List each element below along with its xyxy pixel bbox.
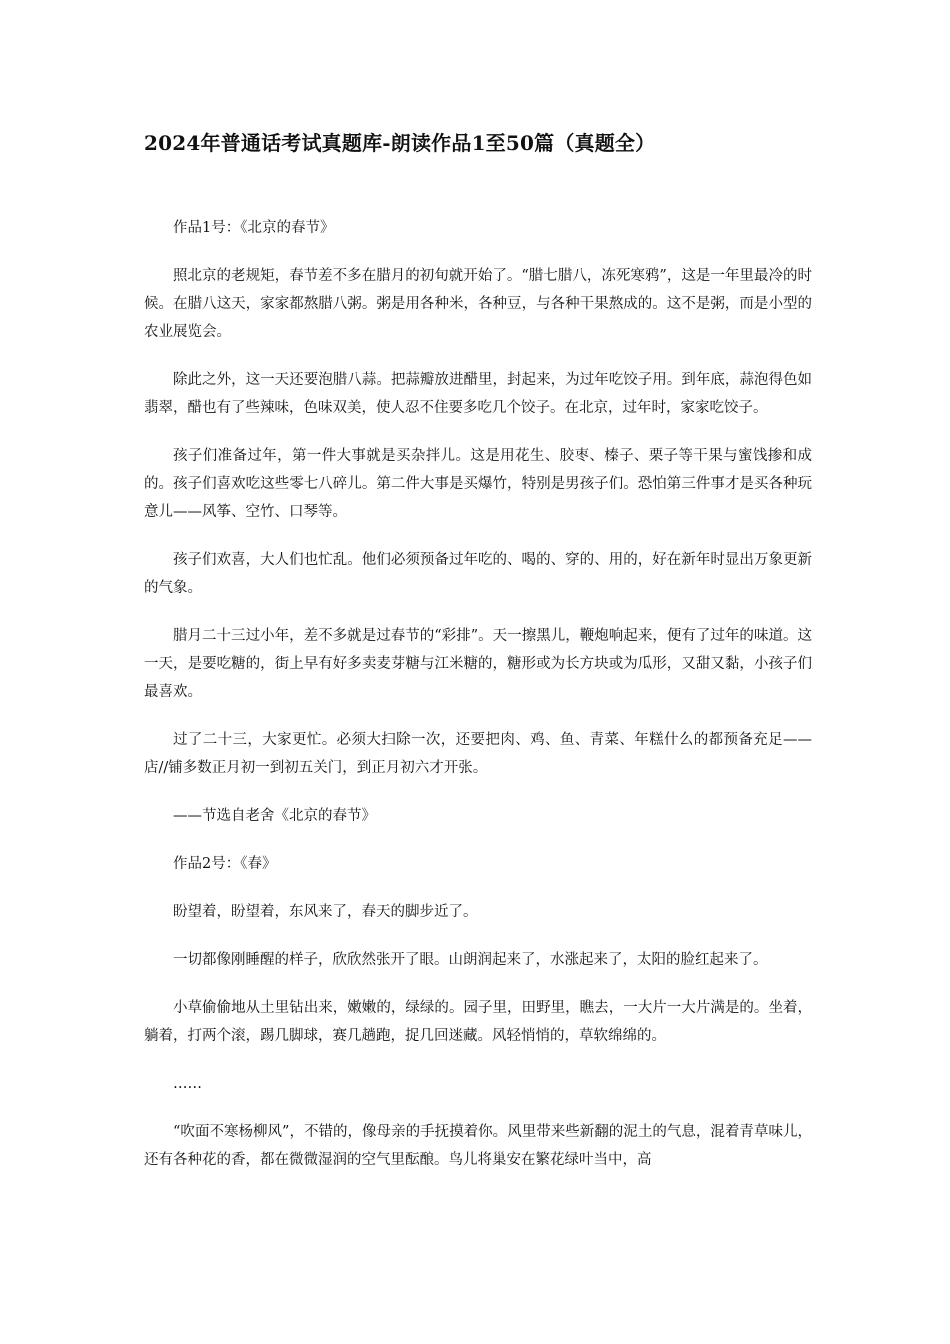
paragraph: 照北京的老规矩，春节差不多在腊月的初旬就开始了。“腊七腊八，冻死寒鸦”，这是一年里最冷的时候。在腊八这天，家家都熬腊八粥。粥是用各种米，各种豆，与各种干果熬成的。这不是粥，而是小型的农业展览会。	[144, 268, 812, 340]
work-heading: 作品2号：《春》	[173, 856, 277, 872]
source-note: ——节选自老舍《北京的春节》	[173, 808, 376, 824]
paragraph: 除此之外，这一天还要泡腊八蒜。把蒜瓣放进醋里，封起来，为过年吃饺子用。到年底，蒜泡得色如翡翠，醋也有了些辣味，色味双美，使人忍不住要多吃几个饺子。在北京，过年时，家家吃饺子。	[144, 372, 812, 416]
paragraph: 小草偷偷地从土里钻出来，嫩嫩的，绿绿的。园子里，田野里，瞧去，一大片一大片满是的。坐着，躺着，打两个滚，踢几脚球，赛几趟跑，捉几回迷藏。风轻悄悄的，草软绵绵的。	[144, 1000, 812, 1044]
document-title: 2024年普通话考试真题库-朗读作品1至50篇（真题全）	[144, 131, 656, 155]
work-heading: 作品1号：《北京的春节》	[173, 220, 335, 236]
paragraph: “吹面不寒杨柳风”，不错的，像母亲的手抚摸着你。风里带来些新翻的泥土的气息，混着青草味儿，还有各种花的香，都在微微湿润的空气里酝酿。鸟儿将巢安在繁花绿叶当中，高	[144, 1124, 812, 1168]
paragraph: 过了二十三，大家更忙。必须大扫除一次，还要把肉、鸡、鱼、青菜、年糕什么的都预备充足——店//铺多数正月初一到初五关门，到正月初六才开张。	[144, 732, 812, 776]
paragraph: 盼望着，盼望着，东风来了，春天的脚步近了。	[173, 904, 478, 920]
ellipsis-break: ……	[173, 1076, 202, 1092]
paragraph: 一切都像刚睡醒的样子，欣欣然张开了眼。山朗润起来了，水涨起来了，太阳的脸红起来了。	[173, 952, 768, 968]
paragraph: 孩子们准备过年，第一件大事就是买杂拌儿。这是用花生、胶枣、榛子、栗子等干果与蜜饯掺和成的。孩子们喜欢吃这些零七八碎儿。第二件大事是买爆竹，特别是男孩子们。恐怕第三件事才是买各种玩意儿——风筝、空竹、口琴等。	[144, 448, 812, 520]
paragraph: 孩子们欢喜，大人们也忙乱。他们必须预备过年吃的、喝的、穿的、用的，好在新年时显出万象更新的气象。	[144, 552, 812, 596]
paragraph: 腊月二十三过小年，差不多就是过春节的“彩排”。天一擦黑儿，鞭炮响起来，便有了过年的味道。这一天，是要吃糖的，街上早有好多卖麦芽糖与江米糖的，糖形或为长方块或为瓜形，又甜又黏，小孩子们最喜欢。	[144, 628, 812, 700]
document-body	[144, 214, 812, 1194]
